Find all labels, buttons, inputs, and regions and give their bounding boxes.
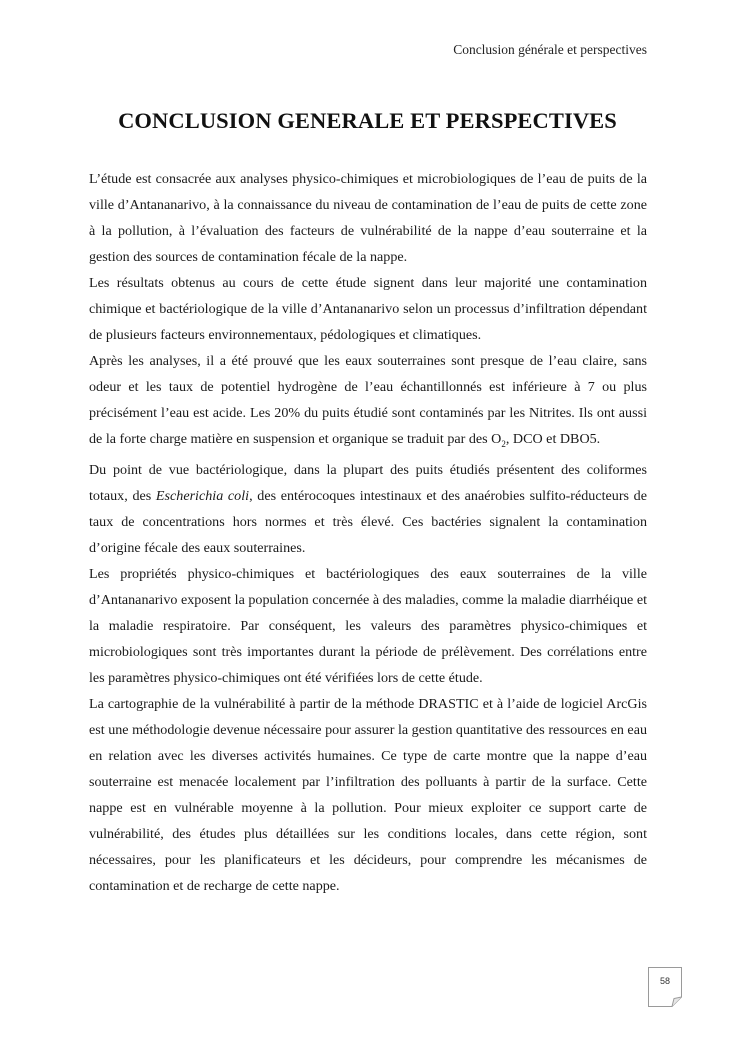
species-name-italic: Escherichia coli — [155, 487, 250, 504]
paragraph-physico-chemical-text-b: , DCO et DBO5. — [505, 431, 601, 447]
o2-subscript: 2 — [501, 438, 506, 449]
paragraph-intro: L’étude est consacrée aux analyses physico-chimiques et microbiologiques de l’eau de puits de la ville d’Antananarivo, à la connaissance du niveau de contamination de l’eau de puits de cette zone à la pollution, à l’évaluation des facteurs de vulnérabilité de la nappe d’eau souterraine et la gestion des sources de contamination fécale de la nappe. — [89, 171, 647, 265]
page-title: CONCLUSION GENERALE ET PERSPECTIVES — [118, 108, 617, 133]
page-number: 58 — [659, 976, 670, 986]
paragraph-bacteriological-text-a: Du point de vue bactériologique, dans la plupart des puits étudiés présentent des coliformes totaux, des — [89, 461, 647, 504]
paragraph-cartography: La cartographie de la vulnérabilité à partir de la méthode DRASTIC et à l’aide de logiciel ArcGis est une méthodologie devenue nécessaire pour assurer la gestion quantitative des ressources en eau en relation avec les diverses activités humaines. Ce type de carte montre que la nappe d’eau souterraine est menacée localement par l’infiltration des polluants à partir de la surface. Cette nappe est en vulnérable moyenne à la pollution. Pour mieux exploiter ce support carte de vulnérabilité, des études plus détaillées sur les conditions locales, dans cette région, sont nécessaires, pour les planificateurs et les décideurs, pour comprendre les mécanismes de contamination et de recharge de cette nappe. — [89, 695, 647, 894]
paragraph-results: Les résultats obtenus au cours de cette étude signent dans leur majorité une contamination chimique et bactériologique de la ville d’Antananarivo selon un processus d’infiltration dépendant de plusieurs facteurs environnementaux, pédologiques et climatiques. — [89, 275, 647, 343]
paragraph-physico-chemical-text-a: Après les analyses, il a été prouvé que les eaux souterraines sont presque de l’eau claire, sans odeur et les taux de potentiel hydrogène de l’eau échantillonnés est inférieure à 7 ou plus précisément l’eau est acide. Les 20% du puits étudié sont contaminés par les Nitrites. Ils ont aussi de la forte charge matière en suspension et organique se traduit par des O — [89, 353, 647, 447]
body-text — [89, 166, 647, 899]
paragraph-bacteriological — [89, 457, 647, 561]
paragraph-physico-chemical — [89, 348, 647, 457]
folded-corner-icon — [648, 967, 682, 1007]
page-number-box — [648, 967, 682, 1007]
paragraph-health-impact: Les propriétés physico-chimiques et bactériologiques des eaux souterraines de la ville d’Antananarivo exposent la population concernée à des maladies, comme la maladie diarrhéique et la maladie respiratoire. Par conséquent, les valeurs des paramètres physico-chimiques et microbiologiques sont très importantes durant la période de prélèvement. Des corrélations entre les paramètres physico-chimiques ont été vérifiées lors de cette étude. — [89, 565, 647, 686]
running-header: Conclusion générale et perspectives — [453, 42, 647, 57]
paragraph-bacteriological-text-b: , des entérocoques intestinaux et des anaérobies sulfito-réducteurs de taux de concentrations hors normes et très élevé. Ces bactéries signalent la contamination d’origine fécale des eaux souterraines. — [89, 487, 647, 556]
